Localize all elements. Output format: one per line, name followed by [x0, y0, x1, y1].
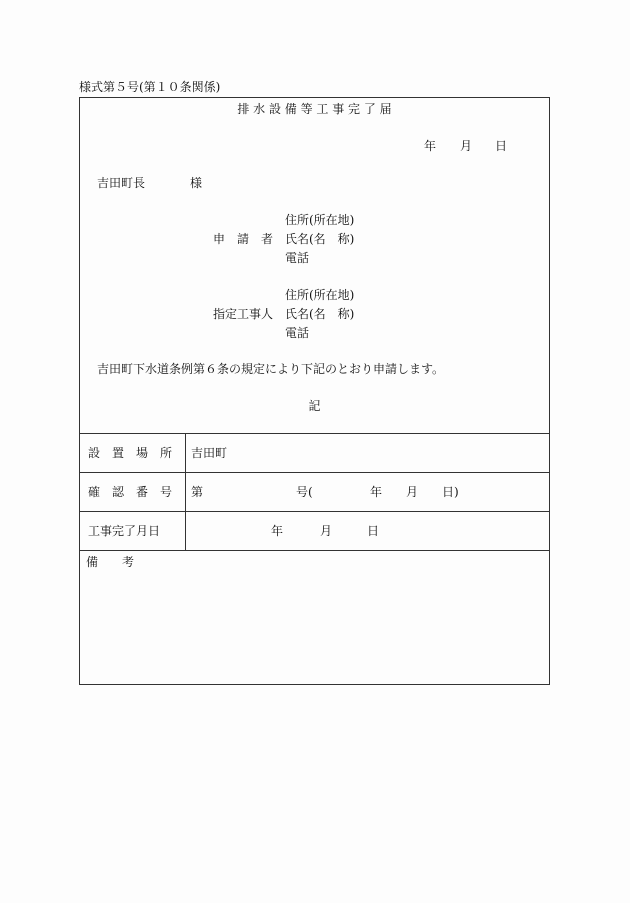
confirmation-year-label: 年	[370, 485, 383, 499]
table-row-divider-2	[80, 511, 549, 512]
confirmation-label: 確 認 番 号	[88, 485, 173, 499]
table-row-divider-1	[80, 472, 549, 473]
confirmation-day-label: 日)	[442, 485, 459, 499]
applicant-address-label: 住所(所在地)	[285, 213, 355, 227]
confirmation-prefix: 第	[191, 485, 204, 499]
location-value: 吉田町	[191, 446, 228, 460]
confirmation-month-label: 月	[406, 485, 419, 499]
form-title: 排 水 設 備 等 工 事 完 了 届	[237, 102, 392, 116]
contractor-address-label: 住所(所在地)	[285, 288, 355, 302]
contractor-name-label: 氏名(名 称)	[285, 307, 355, 321]
date-year-label: 年	[424, 139, 437, 153]
table-top-line	[80, 433, 549, 434]
application-statement: 吉田町下水道条例第６条の規定により下記のとおり申請します。	[97, 362, 445, 376]
table-column-divider	[185, 433, 186, 550]
location-label: 設 置 場 所	[88, 446, 173, 460]
contractor-phone-label: 電話	[285, 326, 310, 340]
date-month-label: 月	[460, 139, 473, 153]
addressee-honorific: 様	[190, 176, 203, 190]
applicant-label: 申 請 者	[213, 232, 274, 246]
applicant-phone-label: 電話	[285, 251, 310, 265]
date-day-label: 日	[495, 139, 508, 153]
completion-label: 工事完了月日	[88, 524, 161, 538]
completion-month-label: 月	[320, 524, 333, 538]
form-box	[79, 97, 550, 685]
completion-year-label: 年	[271, 524, 284, 538]
ki-marker: 記	[308, 399, 321, 413]
form-number-label: 様式第５号(第１０条関係)	[79, 80, 221, 94]
confirmation-number-suffix: 号(	[296, 485, 313, 499]
remarks-label: 備 考	[86, 555, 135, 569]
addressee-name: 吉田町長	[97, 176, 146, 190]
contractor-label: 指定工事人	[213, 307, 274, 321]
table-bottom-line	[80, 550, 549, 551]
completion-day-label: 日	[367, 524, 380, 538]
applicant-name-label: 氏名(名 称)	[285, 232, 355, 246]
